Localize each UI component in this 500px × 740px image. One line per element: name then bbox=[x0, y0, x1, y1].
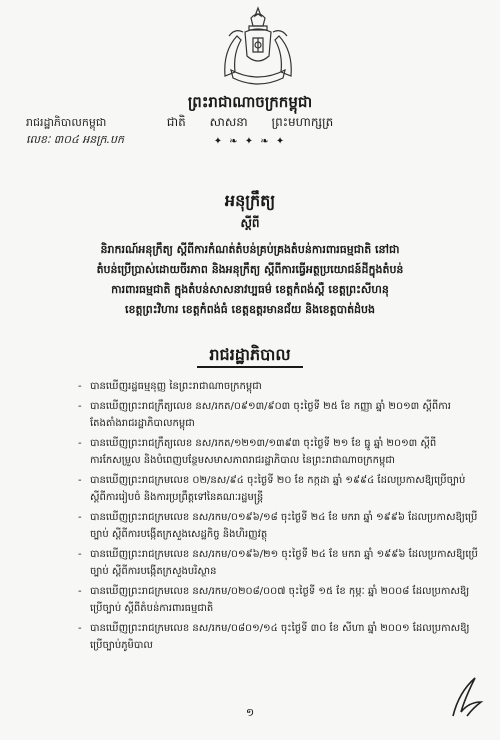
motto-nation: ជាតិ bbox=[166, 115, 186, 129]
title-line: ខេត្តព្រះវិហារ ខេត្តកំពង់ធំ ខេត្តឧត្តរមានជ័យ និងខេត្តបាត់ដំបង bbox=[124, 303, 376, 316]
reference-number: លេខៈ ៣០៤ អនក្រ.បក bbox=[26, 133, 124, 146]
list-item: - បានឃើញព្រះរាជក្រមលេខ នស/រកម/០៨០១/១៤ ចុះថ្ងៃទី ៣០ ខែ សីហា ឆ្នាំ ២០០១ ដែលប្រកាសឱ្យប្រើច្បាប់ភូមិបាល bbox=[78, 623, 470, 651]
clause-text: បានឃើញព្រះរាជក្រមលេខ នស/រកម/០២០៨/០០៧ ចុះថ្ងៃទី ១៥ ខែ កុម្ភៈ ឆ្នាំ ២០០៨ ដែលប្រកាសឱ្យប្រើច្បាប់ ស្តីពីតំបន់ការពារធម្មជាតិ bbox=[90, 586, 470, 614]
list-item: - បានឃើញព្រះរាជក្រមលេខ នស/រកម/០១៩៦/១៨ ចុះថ្ងៃទី ២៤ ខែ មករា ឆ្នាំ ១៩៩៦ ដែលប្រកាសឱ្យប្រើច្បាប់ ស្តីពីការបង្កើតក្រសួងសេដ្ឋកិច្ច និងហិរញ្ញវត្ថុ bbox=[78, 512, 478, 540]
motto-king: ព្រះមហាក្សត្រ bbox=[271, 115, 334, 129]
document-type: អនុក្រឹត្យ bbox=[224, 191, 276, 210]
document-title bbox=[30, 240, 470, 320]
clause-text: បានឃើញព្រះរាជក្រមលេខ ០២/នស/៩៤ ចុះថ្ងៃទី ២០ ខែ កក្កដា ឆ្នាំ ១៩៩៤ ដែលប្រកាសឱ្យប្រើច្បាប់ ស្តីពីការរៀបចំ និងការប្រព្រឹត្តទៅនៃគណៈរដ្ឋមន្ត្រី bbox=[90, 475, 466, 503]
government-heading: រាជរដ្ឋាភិបាល bbox=[209, 345, 291, 364]
title-line: និរាករណ៍អនុក្រឹត្យ ស្តីពីការកំណត់តំបន់គ្រប់គ្រងតំបន់ការពារធម្មជាតិ នៅជា bbox=[100, 243, 400, 256]
heading-underline bbox=[197, 366, 303, 368]
list-item: - បានឃើញរដ្ឋធម្មនុញ្ញ នៃព្រះរាជាណាចក្រកម្ពុជា bbox=[78, 381, 262, 392]
title-line: តំបន់ប្រើប្រាស់ដោយចីរភាព និងអនុក្រឹត្យ ស្តីពីការធ្វើអត្ថប្រយោជន៍ដីក្នុងតំបន់ bbox=[96, 263, 404, 276]
ornamental-divider: ✦ ❧ ✦ ❧ ✦ bbox=[213, 136, 287, 147]
clause-text: បានឃើញរដ្ឋធម្មនុញ្ញ នៃព្រះរាជាណាចក្រកម្ពុជា bbox=[90, 381, 262, 392]
kingdom-name: ព្រះរាជាណាចក្រកម្ពុជា bbox=[187, 93, 313, 111]
issuing-government: រាជរដ្ឋាភិបាលកម្ពុជា bbox=[26, 116, 107, 129]
about-label: ស្តីពី bbox=[240, 216, 260, 230]
clause-text: បានឃើញព្រះរាជក្រឹត្យលេខ នស/រកត/១២១៣/១៣៩៣ ចុះថ្ងៃទី ២១ ខែ ធ្នូ ឆ្នាំ ២០១៣ ស្តីពីការកែសម្រួល និងបំពេញបន្ថែមសមាសភាពរាជរដ្ឋាភិបាល នៃព្រះរាជាណាចក្រកម្ពុជា bbox=[90, 438, 437, 466]
list-item: - បានឃើញព្រះរាជក្រមលេខ នស/រកម/០២០៨/០០៧ ចុះថ្ងៃទី ១៥ ខែ កុម្ភៈ ឆ្នាំ ២០០៨ ដែលប្រកាសឱ្យប្រើច្បាប់ ស្តីពីតំបន់ការពារធម្មជាតិ bbox=[78, 586, 470, 614]
clause-text: បានឃើញព្រះរាជក្រឹត្យលេខ នស/រកត/០៩១៣/៩០៣ ចុះថ្ងៃទី ២៥ ខែ កញ្ញា ឆ្នាំ ២០១៣ ស្តីពីការតែងតាំងរាជរដ្ឋាភិបាលកម្ពុជា bbox=[90, 401, 451, 429]
clause-text: បានឃើញព្រះរាជក្រមលេខ នស/រកម/០៨០១/១៤ ចុះថ្ងៃទី ៣០ ខែ សីហា ឆ្នាំ ២០០១ ដែលប្រកាសឱ្យប្រើច្បាប់ភូមិបាល bbox=[90, 623, 470, 651]
handwritten-initial-signature bbox=[445, 672, 489, 722]
clause-text: បានឃើញព្រះរាជក្រមលេខ នស/រកម/០១៩៦/១៨ ចុះថ្ងៃទី ២៤ ខែ មករា ឆ្នាំ ១៩៩៦ ដែលប្រកាសឱ្យប្រើច្បាប់ ស្តីពីការបង្កើតក្រសួងសេដ្ឋកិច្ច និងហិរញ្ញវត្ថុ bbox=[90, 512, 478, 540]
clause-text: បានឃើញព្រះរាជក្រមលេខ នស/រកម/០១៩៦/២១ ចុះថ្ងៃទី ២៤ ខែ មករា ឆ្នាំ ១៩៩៦ ដែលប្រកាសឱ្យប្រើច្បាប់ ស្តីពីការបង្កើតក្រសួងបរិស្ថាន bbox=[90, 549, 478, 577]
page-number: ១ bbox=[245, 706, 255, 719]
legal-basis-list bbox=[78, 378, 478, 657]
list-item: - បានឃើញព្រះរាជក្រមលេខ នស/រកម/០១៩៦/២១ ចុះថ្ងៃទី ២៤ ខែ មករា ឆ្នាំ ១៩៩៦ ដែលប្រកាសឱ្យប្រើច្បាប់ ស្តីពីការបង្កើតក្រសួងបរិស្ថាន bbox=[78, 549, 478, 577]
list-item: - បានឃើញព្រះរាជក្រឹត្យលេខ នស/រកត/១២១៣/១៣៩៣ ចុះថ្ងៃទី ២១ ខែ ធ្នូ ឆ្នាំ ២០១៣ ស្តីពីការកែសម្រួល និងបំពេញបន្ថែមសមាសភាពរាជរដ្ឋាភិបាល នៃព្រះរាជាណាចក្រកម្ពុជា bbox=[78, 438, 437, 466]
title-line: ការពារធម្មជាតិ ក្នុងតំបន់សាសនាវប្បធម៌ ខេត្តកំពង់ស្ពឺ ខេត្តព្រះសីហនុ bbox=[111, 283, 389, 296]
royal-coat-of-arms-emblem bbox=[215, 6, 301, 86]
list-item: - បានឃើញព្រះរាជក្រឹត្យលេខ នស/រកត/០៩១៣/៩០៣ ចុះថ្ងៃទី ២៥ ខែ កញ្ញា ឆ្នាំ ២០១៣ ស្តីពីការតែងតាំងរាជរដ្ឋាភិបាលកម្ពុជា bbox=[78, 401, 451, 429]
motto-religion: សាសនា bbox=[209, 115, 248, 129]
list-item: - បានឃើញព្រះរាជក្រមលេខ ០២/នស/៩៤ ចុះថ្ងៃទី ២០ ខែ កក្កដា ឆ្នាំ ១៩៩៤ ដែលប្រកាសឱ្យប្រើច្បាប់ ស្តីពីការរៀបចំ និងការប្រព្រឹត្តទៅនៃគណៈរដ្ឋមន្ត្រី bbox=[78, 475, 466, 503]
